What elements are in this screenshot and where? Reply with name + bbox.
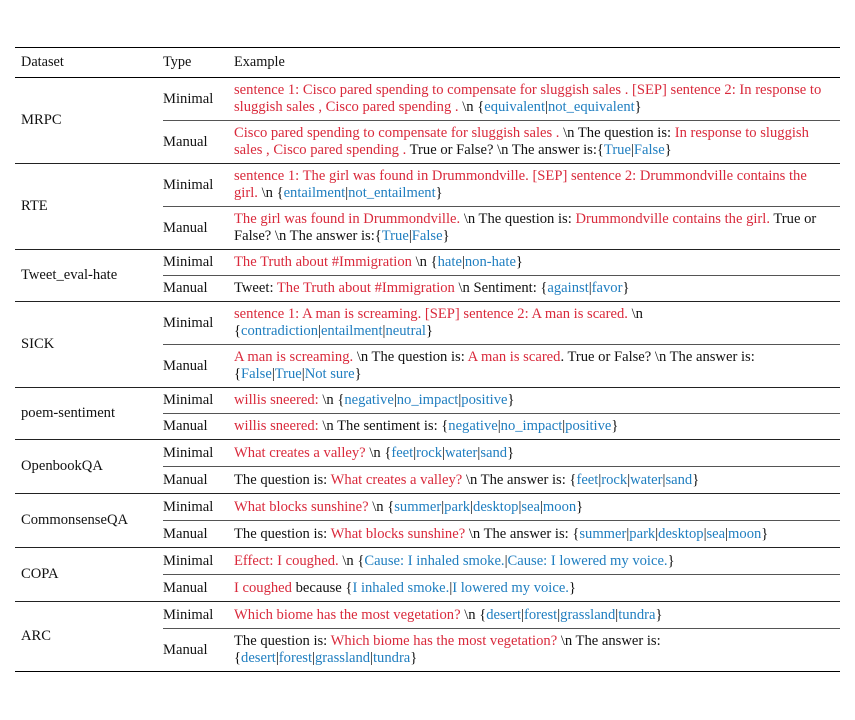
- template-text: |: [345, 185, 349, 201]
- dataset-name: SICK: [15, 302, 163, 388]
- prompt-type: Manual: [163, 345, 234, 388]
- label-option: entailment: [320, 323, 383, 339]
- prompt-example: [234, 78, 840, 121]
- label-option: grassland: [314, 650, 371, 666]
- template-text: |: [461, 254, 465, 270]
- template-text: |: [449, 579, 453, 596]
- template-text: \n {: [411, 254, 438, 270]
- label-option: park: [444, 498, 471, 515]
- header-example: Example: [234, 48, 840, 78]
- input-text: I coughed: [234, 579, 292, 596]
- table-header-row: [15, 48, 840, 78]
- template-text: |: [497, 418, 501, 434]
- template-text: |: [545, 99, 548, 115]
- table-row: [15, 302, 840, 345]
- template-text: \n {: [460, 606, 487, 623]
- template-text: \n {: [318, 392, 345, 408]
- dataset-name: COPA: [15, 548, 163, 602]
- input-text: What creates a valley?: [234, 444, 366, 461]
- template-text: \n The sentiment is: {: [318, 418, 449, 434]
- template-text: }: [761, 525, 769, 542]
- template-text: }: [354, 366, 362, 382]
- label-option: hate: [437, 254, 462, 270]
- label-option: non-hate: [464, 254, 516, 270]
- prompt-example: [234, 521, 840, 548]
- template-text: |: [458, 392, 462, 408]
- input-text: The girl was found in Drummondville.: [234, 211, 461, 227]
- header-type: Type: [163, 48, 234, 78]
- template-text: \n The question is:: [559, 125, 675, 141]
- label-option: negative: [448, 418, 498, 434]
- template-text: }: [611, 418, 619, 434]
- template-text: |: [470, 498, 474, 515]
- template-text: }: [507, 392, 515, 408]
- input-text: In response to sluggish sales , Cisco pared spending .: [234, 125, 809, 158]
- template-text: }: [568, 579, 576, 596]
- label-option: summer: [394, 498, 442, 515]
- label-option: sand: [665, 471, 693, 488]
- label-option: tundra: [373, 650, 411, 666]
- template-text: \n {: [368, 498, 395, 515]
- label-option: forest: [523, 606, 558, 623]
- input-text: Which biome has the most vegetation?: [330, 633, 558, 649]
- template-text: \n The question is:: [460, 211, 576, 227]
- template-text: }: [435, 185, 443, 201]
- template-text: |: [442, 444, 445, 461]
- prompt-type: Minimal: [163, 164, 234, 207]
- label-option: I inhaled smoke.: [352, 579, 450, 596]
- prompt-type: Minimal: [163, 602, 234, 629]
- prompt-example: [234, 207, 840, 250]
- template-text: |: [662, 471, 666, 488]
- prompt-type: Minimal: [163, 78, 234, 121]
- prompt-example: [234, 250, 840, 276]
- template-text: \n {: [458, 99, 485, 115]
- label-option: True: [274, 366, 302, 382]
- template-text: True or False? \n The answer is:{: [406, 142, 604, 158]
- template-text: }: [410, 650, 418, 666]
- template-text: The question is:: [234, 525, 331, 542]
- dataset-name: Tweet_eval-hate: [15, 250, 163, 302]
- template-text: |: [598, 471, 602, 488]
- template-text: }: [664, 142, 672, 158]
- template-text: \n Sentiment: {: [454, 280, 548, 296]
- prompt-type: Manual: [163, 629, 234, 672]
- prompt-example: [234, 602, 840, 629]
- input-text: willis sneered:: [234, 418, 319, 434]
- dataset-name: OpenbookQA: [15, 440, 163, 494]
- label-option: forest: [278, 650, 313, 666]
- label-option: against: [547, 280, 589, 296]
- input-text: A man is screaming.: [234, 349, 354, 365]
- template-text: True or False? \n The answer is:{: [234, 211, 817, 244]
- prompt-example: [234, 164, 840, 207]
- template-text: |: [703, 525, 707, 542]
- prompt-example: [234, 276, 840, 302]
- template-text: |: [275, 650, 279, 666]
- template-text: |: [408, 228, 412, 244]
- template-text: because {: [291, 579, 353, 596]
- prompt-type: Manual: [163, 121, 234, 164]
- template-text: |: [370, 650, 373, 666]
- label-option: negative: [344, 392, 394, 408]
- template-text: }: [634, 99, 642, 115]
- label-option: desktop: [658, 525, 704, 542]
- template-text: |: [626, 525, 630, 542]
- template-text: |: [382, 323, 386, 339]
- input-text: sentence 1: Cisco pared spending to compensate for sluggish sales . [SEP] sentence 2: In response to sluggish sales , Cisco pared spending .: [234, 82, 822, 115]
- template-text: |: [725, 525, 729, 542]
- template-text: |: [588, 280, 592, 296]
- prompt-type: Minimal: [163, 388, 234, 414]
- input-text: What blocks sunshine?: [234, 498, 369, 515]
- input-text: willis sneered:: [234, 392, 319, 408]
- label-option: contradiction: [241, 323, 319, 339]
- prompt-type: Manual: [163, 207, 234, 250]
- label-option: sea: [521, 498, 540, 515]
- template-text: |: [413, 444, 417, 461]
- label-option: moon: [542, 498, 577, 515]
- template-text: |: [521, 606, 524, 623]
- input-text: What blocks sunshine?: [330, 525, 466, 542]
- template-text: }: [692, 471, 700, 488]
- template-text: |: [504, 552, 508, 569]
- template-text: . True or False? \n The answer is: {: [234, 349, 755, 382]
- table-row: [15, 388, 840, 414]
- label-option: feet: [391, 444, 414, 461]
- label-option: not_entailment: [348, 185, 436, 201]
- label-option: grassland: [560, 606, 616, 623]
- prompt-example: [234, 302, 840, 345]
- label-option: False: [411, 228, 443, 244]
- input-text: sentence 1: The girl was found in Drummondville. [SEP] sentence 2: Drummondville contains the girl.: [234, 168, 807, 201]
- label-option: False: [241, 366, 272, 382]
- template-text: \n {: [234, 306, 643, 339]
- label-option: tundra: [618, 606, 656, 623]
- template-text: \n {: [365, 444, 392, 461]
- template-text: \n The question is:: [353, 349, 468, 365]
- prompt-example: [234, 345, 840, 388]
- label-option: favor: [591, 280, 623, 296]
- template-text: |: [271, 366, 275, 382]
- template-text: |: [557, 606, 561, 623]
- label-option: rock: [601, 471, 628, 488]
- prompt-example: [234, 388, 840, 414]
- table-row: [15, 602, 840, 629]
- label-option: entailment: [283, 185, 346, 201]
- template-text: Tweet:: [234, 280, 277, 296]
- label-option: Cause: I inhaled smoke.: [364, 552, 505, 569]
- template-text: |: [562, 418, 566, 434]
- template-text: }: [622, 280, 630, 296]
- template-text: }: [426, 323, 434, 339]
- label-option: desert: [241, 650, 276, 666]
- label-option: water: [444, 444, 478, 461]
- template-text: |: [627, 471, 631, 488]
- template-text: |: [312, 650, 315, 666]
- input-text: Effect: I coughed.: [234, 552, 339, 569]
- template-text: |: [441, 498, 445, 515]
- label-option: Not sure: [304, 366, 355, 382]
- dataset-name: ARC: [15, 602, 163, 672]
- template-text: |: [393, 392, 397, 408]
- prompt-type: Manual: [163, 521, 234, 548]
- input-text: The Truth about #Immigration: [234, 254, 412, 270]
- label-option: equivalent: [484, 99, 546, 115]
- prompt-example: [234, 467, 840, 494]
- prompt-type: Manual: [163, 575, 234, 602]
- template-text: |: [615, 606, 619, 623]
- label-option: desert: [486, 606, 522, 623]
- prompt-example: [234, 494, 840, 521]
- label-option: no_impact: [396, 392, 459, 408]
- template-text: The question is:: [234, 633, 331, 649]
- table-row: [15, 250, 840, 276]
- dataset-name: CommonsenseQA: [15, 494, 163, 548]
- table-row: [15, 548, 840, 575]
- label-option: not_equivalent: [547, 99, 635, 115]
- label-option: feet: [576, 471, 599, 488]
- template-text: \n {: [257, 185, 284, 201]
- input-text: A man is scared: [467, 349, 561, 365]
- table-row: [15, 440, 840, 467]
- table-row: [15, 78, 840, 121]
- template-text: |: [301, 366, 305, 382]
- label-option: neutral: [385, 323, 426, 339]
- input-text: Cisco pared spending to compensate for sluggish sales .: [234, 125, 560, 141]
- label-option: no_impact: [500, 418, 563, 434]
- template-text: }: [655, 606, 663, 623]
- prompt-example: [234, 629, 840, 672]
- prompt-type: Minimal: [163, 494, 234, 521]
- template-text: }: [667, 552, 675, 569]
- template-text: }: [576, 498, 584, 515]
- label-option: park: [629, 525, 656, 542]
- template-text: \n The answer is: {: [465, 525, 580, 542]
- label-option: sea: [706, 525, 726, 542]
- prompt-type: Minimal: [163, 250, 234, 276]
- input-text: Which biome has the most vegetation?: [234, 606, 461, 623]
- dataset-name: poem-sentiment: [15, 388, 163, 440]
- template-text: \n The answer is: {: [462, 471, 577, 488]
- template-text: |: [540, 498, 543, 515]
- template-text: |: [477, 444, 481, 461]
- input-text: The Truth about #Immigration: [276, 280, 455, 296]
- prompt-example: [234, 414, 840, 440]
- table-row: [15, 164, 840, 207]
- prompt-type: Minimal: [163, 548, 234, 575]
- label-option: desktop: [473, 498, 519, 515]
- label-option: Cause: I lowered my voice.: [507, 552, 668, 569]
- label-option: rock: [416, 444, 443, 461]
- prompt-example: [234, 440, 840, 467]
- table-row: [15, 494, 840, 521]
- prompt-type: Minimal: [163, 440, 234, 467]
- label-option: water: [630, 471, 663, 488]
- dataset-name: MRPC: [15, 78, 163, 164]
- template-text: }: [507, 444, 515, 461]
- prompt-type: Manual: [163, 467, 234, 494]
- template-text: |: [318, 323, 321, 339]
- prompt-examples-table: [15, 47, 840, 672]
- input-text: sentence 1: A man is screaming. [SEP] sentence 2: A man is scared.: [234, 306, 628, 322]
- prompt-example: [234, 548, 840, 575]
- template-text: \n {: [338, 552, 365, 569]
- table-body: [15, 78, 840, 672]
- label-option: moon: [728, 525, 762, 542]
- prompt-type: Manual: [163, 276, 234, 302]
- input-text: Drummondville contains the girl.: [575, 211, 770, 227]
- label-option: True: [603, 142, 631, 158]
- dataset-name: RTE: [15, 164, 163, 250]
- input-text: What creates a valley?: [330, 471, 463, 488]
- label-option: I lowered my voice.: [452, 579, 569, 596]
- template-text: \n The answer is: {: [234, 633, 661, 666]
- template-text: |: [630, 142, 634, 158]
- template-text: The question is:: [234, 471, 331, 488]
- label-option: summer: [579, 525, 627, 542]
- template-text: |: [655, 525, 659, 542]
- label-option: sand: [480, 444, 508, 461]
- header-dataset: Dataset: [15, 48, 163, 78]
- prompt-example: [234, 575, 840, 602]
- prompt-example: [234, 121, 840, 164]
- prompt-type: Minimal: [163, 302, 234, 345]
- prompt-type: Manual: [163, 414, 234, 440]
- template-text: |: [518, 498, 522, 515]
- label-option: True: [381, 228, 409, 244]
- label-option: positive: [565, 418, 612, 434]
- template-text: }: [515, 254, 523, 270]
- template-text: }: [442, 228, 450, 244]
- label-option: False: [633, 142, 665, 158]
- label-option: positive: [461, 392, 508, 408]
